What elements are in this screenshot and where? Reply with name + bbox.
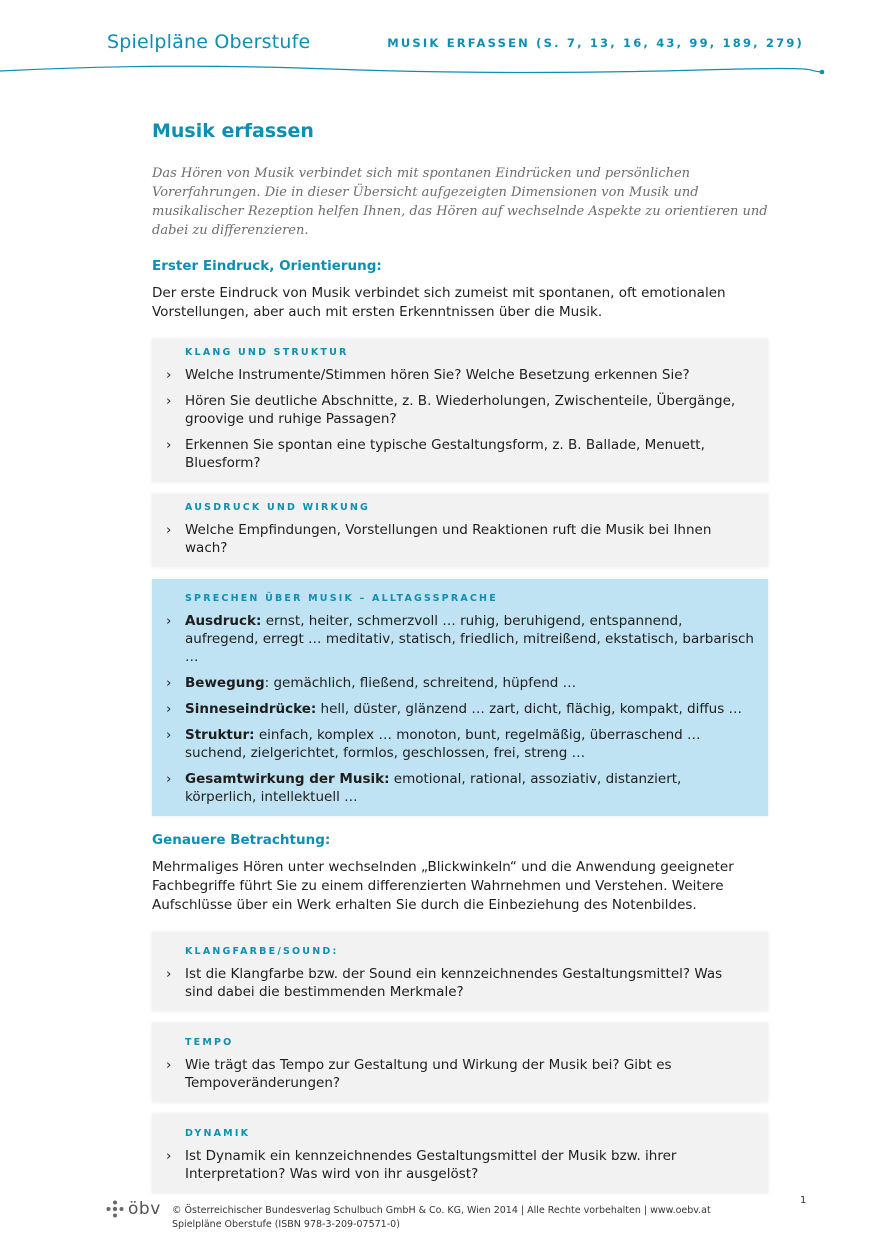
question-list	[166, 521, 754, 557]
chevron-right-icon: ›	[166, 675, 172, 691]
list-item: › Welche Instrumente/Stimmen hören Sie? Welche Besetzung erkennen Sie?	[166, 367, 690, 383]
box-label: AUSDRUCK UND WIRKUNG	[185, 502, 371, 513]
header-title: Spielpläne Oberstufe	[107, 31, 311, 53]
chevron-right-icon: ›	[166, 771, 172, 787]
box-label: TEMPO	[185, 1037, 234, 1048]
list-item: › Ist Dynamik ein kennzeichnendes Gestaltungsmittel der Musik bzw. ihrer Interpretation? Was wird von ihr ausgelöst?	[166, 1148, 677, 1182]
footer-copyright	[172, 1204, 711, 1232]
footer-line: Spielpläne Oberstufe (ISBN 978-3-209-07571-0)	[172, 1219, 400, 1230]
box-sprechen-ueber-musik	[152, 579, 768, 816]
header-chapter-reference: MUSIK ERFASSEN (S. 7, 13, 16, 43, 99, 189, 279)	[387, 36, 804, 50]
chevron-right-icon: ›	[166, 1148, 172, 1164]
box-label: KLANG UND STRUKTUR	[185, 347, 349, 358]
list-item: › Bewegung: gemächlich, fließend, schreitend, hüpfend …	[166, 675, 577, 691]
list-item: › Gesamtwirkung der Musik: emotional, rational, assoziativ, distanziert, körperlich, intellektuell …	[166, 771, 682, 805]
list-item: › Ist die Klangfarbe bzw. der Sound ein kennzeichnendes Gestaltungsmittel? Was sind dabei die bestimmenden Merkmale?	[166, 966, 723, 1000]
publisher-logo-text: öbv	[128, 1199, 161, 1219]
chevron-right-icon: ›	[166, 966, 172, 982]
list-item: › Erkennen Sie spontan eine typische Gestaltungsform, z. B. Ballade, Menuett, Bluesform?	[166, 437, 705, 471]
section-text-closer-look: Mehrmaliges Hören unter wechselnden „Blickwinkeln“ und die Anwendung geeigneter Fachbegriffe führt Sie zu einem differenzierten Wahrnehmen und Verstehen. Weitere Aufschlüsse über ein Werk erhalten Sie durch die Einbeziehung des Notenbildes.	[152, 859, 734, 913]
section-heading-closer-look: Genauere Betrachtung:	[152, 832, 331, 848]
chevron-right-icon: ›	[166, 727, 172, 743]
question-list	[166, 1147, 754, 1183]
chevron-right-icon: ›	[166, 522, 172, 538]
box-tempo	[152, 1023, 768, 1102]
box-label: DYNAMIK	[185, 1128, 251, 1139]
page-number: 1	[800, 1195, 807, 1206]
intro-text: Das Hören von Musik verbindet sich mit spontanen Eindrücken und persönlichen Vorerfahrungen. Die in dieser Übersicht aufgezeigten Dimensionen von Musik und musikalischer Rezeption helfen Ihnen, das Hören auf wechselnde Aspekte zu orientieren und dabei zu differenzieren.	[152, 166, 768, 238]
box-ausdruck-wirkung	[152, 494, 768, 567]
list-item: › Wie trägt das Tempo zur Gestaltung und Wirkung der Musik bei? Gibt es Tempoveränderungen?	[166, 1057, 672, 1091]
box-klang-struktur	[152, 339, 768, 482]
vocabulary-list	[166, 612, 754, 806]
question-list	[166, 965, 754, 1001]
chevron-right-icon: ›	[166, 613, 172, 629]
publisher-logo-icon	[106, 1200, 124, 1218]
chevron-right-icon: ›	[166, 367, 172, 383]
question-list	[166, 366, 754, 472]
box-label: KLANGFARBE/SOUND:	[185, 946, 339, 957]
list-item: › Struktur: einfach, komplex … monoton, bunt, regelmäßig, überraschend … suchend, zielgerichtet, formlos, geschlossen, frei, streng …	[166, 727, 701, 761]
chevron-right-icon: ›	[166, 701, 172, 717]
list-item: › Welche Empfindungen, Vorstellungen und Reaktionen ruft die Musik bei Ihnen wach?	[166, 522, 712, 556]
section-text-first-impression: Der erste Eindruck von Musik verbindet sich zumeist mit spontanen, oft emotionalen Vorstellungen, aber auch mit ersten Erkenntnissen über die Musik.	[152, 285, 726, 320]
header-divider	[0, 62, 890, 78]
publisher-logo	[106, 1199, 161, 1219]
box-dynamik	[152, 1114, 768, 1193]
chevron-right-icon: ›	[166, 437, 172, 453]
box-label: SPRECHEN ÜBER MUSIK – ALLTAGSSPRACHE	[185, 593, 498, 604]
list-item: › Ausdruck: ernst, heiter, schmerzvoll … ruhig, beruhigend, entspannend, aufregend, erregt … meditativ, statisch, friedlich, mitreißend, ekstatisch, barbarisch …	[166, 613, 754, 665]
list-item: › Hören Sie deutliche Abschnitte, z. B. Wiederholungen, Zwischenteile, Übergänge, groovige und ruhige Passagen?	[166, 393, 736, 427]
page-title: Musik erfassen	[152, 120, 314, 142]
question-list	[166, 1056, 754, 1092]
box-klangfarbe-sound	[152, 932, 768, 1011]
section-heading-first-impression: Erster Eindruck, Orientierung:	[152, 258, 382, 274]
chevron-right-icon: ›	[166, 1057, 172, 1073]
footer-line: © Österreichischer Bundesverlag Schulbuch GmbH & Co. KG, Wien 2014 | Alle Rechte vorbehalten | www.oebv.at	[172, 1205, 711, 1216]
chevron-right-icon: ›	[166, 393, 172, 409]
main-content	[152, 120, 768, 1205]
list-item: › Sinneseindrücke: hell, düster, glänzend … zart, dicht, flächig, kompakt, diffus …	[166, 701, 743, 717]
